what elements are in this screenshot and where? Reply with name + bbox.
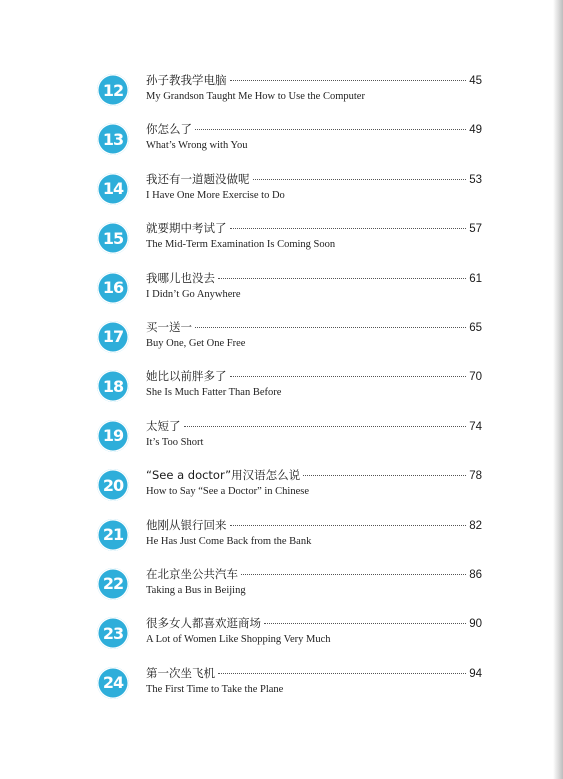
- english-title: The Mid-Term Examination Is Coming Soon: [146, 239, 336, 251]
- toc-title-line: [146, 517, 482, 533]
- english-title: My Grandson Taught Me How to Use the Computer: [146, 91, 365, 102]
- toc-entry[interactable]: [97, 119, 482, 168]
- toc-title-line: [146, 615, 482, 631]
- lesson-number-badge: 20: [97, 469, 129, 501]
- chinese-title: 他刚从银行回来: [146, 517, 227, 532]
- english-title: How to Say “See a Doctor” in Chinese: [146, 486, 310, 498]
- chinese-title: 在北京坐公共汽车: [146, 566, 238, 581]
- page-number: 49: [469, 124, 482, 137]
- toc-title-line: [146, 171, 482, 187]
- chinese-title: 她比以前胖多了: [146, 369, 227, 384]
- dot-leader: [184, 426, 467, 427]
- english-title: I Have One More Exercise to Do: [146, 189, 285, 201]
- english-title: I Didn’t Go Anywhere: [146, 288, 241, 300]
- english-title: Buy One, Get One Free: [146, 337, 246, 349]
- lesson-number-badge: 19: [97, 420, 129, 452]
- toc-title-line: [146, 418, 482, 434]
- toc-entry[interactable]: [97, 218, 482, 267]
- chinese-title: “See a doctor”用汉语怎么说: [146, 468, 301, 483]
- english-title: The First Time to Take the Plane: [146, 683, 284, 695]
- toc-title-line: [146, 467, 482, 483]
- lesson-number-badge: 21: [97, 519, 129, 551]
- english-title: What’s Wrong with You: [146, 140, 248, 152]
- toc-entry[interactable]: [97, 268, 482, 317]
- page-number: 82: [469, 519, 482, 532]
- chinese-title: 太短了: [146, 418, 181, 433]
- toc-title-line: [146, 270, 482, 286]
- page-number: 86: [469, 568, 482, 581]
- lesson-number-badge: 23: [97, 617, 129, 649]
- page-number: 74: [469, 420, 482, 433]
- page-number: 61: [469, 272, 482, 285]
- english-title: A Lot of Women Like Shopping Very Much: [146, 634, 331, 646]
- page-number: 45: [469, 75, 482, 87]
- chinese-title: 我还有一道题没做呢: [146, 171, 250, 186]
- page-number: 70: [469, 371, 482, 384]
- toc-entry[interactable]: [97, 317, 482, 366]
- toc-title-line: [146, 121, 482, 137]
- page-number: 94: [469, 667, 482, 680]
- toc-entry[interactable]: [97, 564, 482, 613]
- dot-leader: [264, 623, 466, 624]
- lesson-number-badge: 16: [97, 272, 129, 304]
- toc-entry[interactable]: [97, 169, 482, 218]
- page-edge-shadow: [553, 0, 563, 779]
- toc-entry[interactable]: [97, 663, 482, 712]
- toc-entry[interactable]: [97, 416, 482, 465]
- lesson-number-badge: 12: [97, 74, 129, 106]
- page-number: 65: [469, 321, 482, 334]
- chinese-title: 我哪儿也没去: [146, 270, 215, 285]
- chinese-title: 买一送一: [146, 319, 192, 334]
- toc-title-line: [146, 566, 482, 582]
- toc-title-line: [146, 368, 482, 384]
- english-title: Taking a Bus in Beijing: [146, 584, 246, 596]
- page-number: 78: [469, 470, 482, 483]
- toc-title-line: [146, 220, 482, 236]
- chinese-title: 就要期中考试了: [146, 221, 227, 236]
- toc-entry[interactable]: [97, 70, 482, 119]
- dot-leader: [218, 673, 466, 674]
- lesson-number-badge: 13: [97, 123, 129, 155]
- lesson-number-badge: 17: [97, 321, 129, 353]
- toc-title-line: [146, 319, 482, 335]
- dot-leader: [195, 129, 466, 130]
- dot-leader: [218, 278, 466, 279]
- dot-leader: [195, 327, 466, 328]
- table-of-contents: [97, 70, 482, 712]
- lesson-number-badge: 18: [97, 370, 129, 402]
- page-number: 90: [469, 618, 482, 631]
- dot-leader: [241, 574, 466, 575]
- toc-title-line: [146, 72, 482, 88]
- dot-leader: [230, 228, 467, 229]
- dot-leader: [230, 525, 467, 526]
- page-number: 57: [469, 223, 482, 236]
- toc-entry[interactable]: [97, 366, 482, 415]
- english-title: She Is Much Fatter Than Before: [146, 387, 282, 399]
- lesson-number-badge: 14: [97, 173, 129, 205]
- toc-title-line: [146, 665, 482, 681]
- toc-entry[interactable]: [97, 515, 482, 564]
- lesson-number-badge: 15: [97, 222, 129, 254]
- chinese-title: 很多女人都喜欢逛商场: [146, 616, 261, 631]
- chinese-title: 第一次坐飞机: [146, 665, 215, 680]
- dot-leader: [303, 475, 466, 476]
- dot-leader: [253, 179, 467, 180]
- lesson-number-badge: 24: [97, 667, 129, 699]
- lesson-number-badge: 22: [97, 568, 129, 600]
- dot-leader: [230, 376, 467, 377]
- toc-entry[interactable]: [97, 613, 482, 662]
- page-number: 53: [469, 173, 482, 186]
- chinese-title: 孙子教我学电脑: [146, 73, 227, 87]
- dot-leader: [230, 80, 467, 81]
- toc-entry[interactable]: [97, 465, 482, 514]
- english-title: He Has Just Come Back from the Bank: [146, 535, 312, 547]
- english-title: It’s Too Short: [146, 436, 204, 448]
- chinese-title: 你怎么了: [146, 122, 192, 137]
